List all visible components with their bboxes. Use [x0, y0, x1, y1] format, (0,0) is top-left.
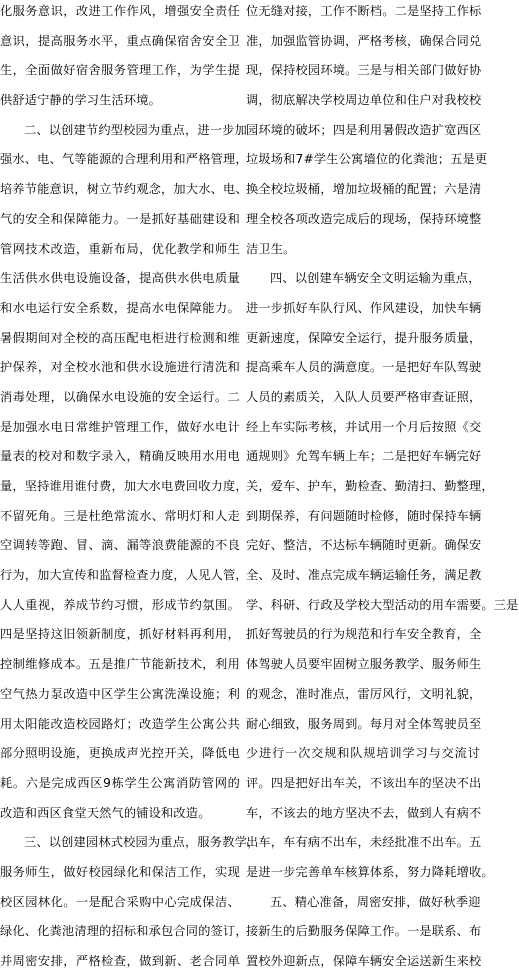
text-line: 空气热力泵改造中区学生公寓洗澡设施；利 — [0, 686, 240, 701]
text-line: 暑假期间对全校的高压配电柜进行检测和维 — [0, 330, 240, 345]
text-line: 护保养，对全校水池和供水设施进行清洗和 — [0, 360, 240, 375]
text-line: 是进一步完善单车核算体系，努力降耗增收。 — [246, 864, 494, 879]
text-line: 生活供水供电设施设备，提高供水供电质量 — [0, 271, 240, 286]
text-line: 通规则》允驾车辆上车；二是把好车辆完好 — [246, 449, 482, 464]
text-line: 进一步抓好车队行风、作风建设，加快车辆 — [246, 300, 482, 315]
text-line: 四是坚持这旧领新制度，抓好材料再利用， — [0, 627, 240, 642]
text-line: 置校外迎新点，保障车辆安全运送新生来校 — [246, 954, 482, 968]
text-line: 提高乘车人员的满意度。一是把好车队驾驶 — [246, 360, 482, 375]
text-line: 到期保养，有问题随时检修，随时保持车辆 — [246, 508, 482, 523]
text-line: 消毒处理，以确保水电设施的安全运行。二 — [0, 389, 240, 404]
text-line: 二、以创建节约型校园为重点，进一步加 — [24, 122, 247, 137]
text-line: 不留死角。三是杜绝常流水、常明灯和人走 — [0, 508, 240, 523]
left-text-column — [0, 0, 260, 968]
text-line: 量，坚持谁用谁付费，加大水电费回收力度， — [0, 479, 248, 493]
text-line: 洁卫生。 — [246, 241, 296, 256]
text-line: 耐心细致，服务周到。每月对全体驾驶员至 — [246, 716, 482, 731]
text-line: 化服务意识，改进工作作风，增强安全责任 — [0, 4, 240, 18]
text-line: 人人重视，养成节约习惯，形成节约氛围。 — [0, 597, 240, 612]
text-line: 体驾驶人员要牢固树立服务教学、服务师生 — [246, 657, 482, 672]
text-line: 校区园林化。一是配合采购中心完成保洁、 — [0, 894, 240, 909]
text-line: 现，保持校园环境。三是与相关部门做好协 — [246, 63, 482, 78]
right-text-column — [246, 0, 519, 968]
text-line: 调，彻底解决学校周边单位和住户对我校校 — [246, 93, 482, 108]
text-line: 耗。六是完成西区9栋学生公寓消防管网的 — [0, 775, 240, 790]
text-line: 经上车实际考核，并试用一个月后按照《交 — [246, 419, 482, 434]
text-line: 出车，车有病不出车，未经批准不出车。五 — [246, 835, 482, 850]
text-line: 准，加强监管协调，严格考核，确保合同兑 — [246, 33, 482, 48]
text-line: 学、科研、行政及学校大型活动的用车需要。三是 — [246, 597, 519, 612]
text-line: 五、精心准备，周密安排，做好秋季迎 — [270, 894, 481, 909]
text-line: 空调转等跑、冒、滴、漏等浪费能源的不良 — [0, 538, 240, 553]
text-line: 理全校各项改造完成后的现场，保持环境整 — [246, 211, 482, 226]
text-line: 管网技术改造，重新布局，优化教学和师生 — [0, 241, 240, 256]
text-line: 是加强水电日常维护管理工作，做好水电计 — [0, 419, 240, 434]
text-line: 供舒适宁静的学习生活环境。 — [0, 93, 162, 108]
text-line: 部分照明设施，更换成声光控开关，降低电 — [0, 746, 240, 761]
text-line: 并周密安排，严格检查，做到新、老合同单 — [0, 954, 240, 968]
text-line: 抓好驾驶员的行为规范和行车安全教育，全 — [246, 627, 482, 642]
text-line: 园环境的破坏；四是利用暑假改造扩宽西区 — [246, 122, 482, 137]
text-line: 行为，加大宣传和监督检查力度，人见人管， — [0, 568, 248, 583]
text-line: 人员的素质关，入队人员要严格审查证照， — [246, 389, 482, 404]
text-line: 培养节能意识，树立节约观念，加大水、电、 — [0, 182, 248, 197]
text-line: 四、以创建车辆安全文明运输为重点， — [270, 271, 481, 286]
text-line: 换全校垃圾桶，增加垃圾桶的配置；六是清 — [246, 182, 482, 197]
text-line: 强水、电、气等能源的合理利用和严格管理， — [0, 152, 248, 167]
text-line: 量表的校对和数字录入，精确反映用水用电 — [0, 449, 240, 464]
text-line: 控制维修成本。五是推广节能新技术，利用 — [0, 657, 240, 672]
text-line: 评。四是把好出车关，不该出车的坚决不出 — [246, 775, 482, 790]
text-line: 接新生的后勤服务保障工作。一是联系、布 — [246, 924, 482, 939]
text-line: 改造和西区食堂天然气的铺设和改造。 — [0, 805, 211, 820]
text-line: 关，爱车、护车，勤检查、勤清扫、勤整理， — [246, 479, 494, 493]
text-line: 少进行一次交规和队规培训学习与交流讨 — [246, 746, 480, 761]
text-line: 三、以创建园林式校园为重点，服务教学， — [24, 835, 260, 850]
text-line: 气的安全和保障能力。一是抓好基础建设和 — [0, 211, 240, 226]
text-line: 和水电运行安全系数，提高水电保障能力。 — [0, 300, 240, 315]
text-line: 完好、整洁，不达标车辆随时更新。确保安 — [246, 538, 482, 553]
text-line: 生，全面做好宿舍服务管理工作，为学生提 — [0, 63, 240, 78]
text-line: 用太阳能改造校园路灯；改造学生公寓公共 — [0, 716, 240, 731]
text-line: 服务师生，做好校园绿化和保洁工作，实现 — [0, 864, 240, 879]
text-line: 更新速度，保障安全运行，提升服务质量， — [246, 330, 482, 345]
text-line: 车，不该去的地方坚决不去，做到人有病不 — [246, 805, 482, 820]
text-line: 的观念，准时准点，雷厉风行，文明礼貌， — [246, 686, 482, 701]
text-line: 绿化、化粪池清理的招标和承包合同的签订， — [0, 924, 248, 939]
text-line: 位无缝对接，工作不断档。二是坚持工作标 — [246, 4, 482, 18]
text-line: 全、及时、准点完成车辆运输任务，满足教 — [246, 568, 482, 583]
text-line: 意识，提高服务水平，重点确保宿舍安全卫 — [0, 33, 240, 48]
text-line: 垃圾场和7#学生公寓墙位的化粪池；五是更 — [246, 152, 488, 167]
